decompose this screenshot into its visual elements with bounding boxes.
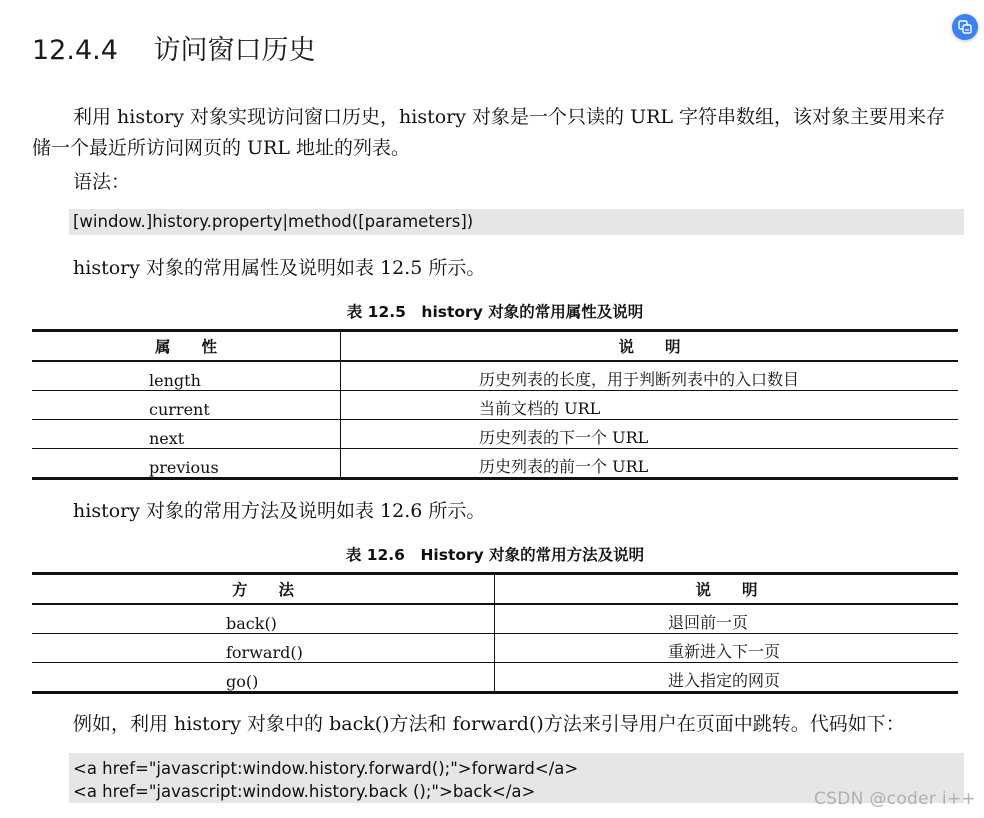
property-name: next [32, 420, 341, 449]
table1-intro: history 对象的常用属性及说明如表 12.5 所示。 [73, 257, 486, 279]
column-header: 属 性 [32, 331, 341, 362]
table-row [32, 663, 958, 693]
section-heading [32, 28, 315, 67]
section-title: 访问窗口历史 [153, 35, 316, 66]
method-description: 重新进入下一页 [495, 634, 959, 663]
method-name: go() [32, 663, 495, 693]
table-row [32, 361, 958, 391]
column-header: 说 明 [495, 574, 959, 605]
method-name: back() [32, 604, 495, 634]
table-header-row [32, 574, 958, 605]
floating-translate-button[interactable] [952, 14, 978, 40]
table-row [32, 449, 958, 479]
table-header-row [32, 331, 958, 362]
table-row [32, 391, 958, 420]
code-line: <a href="javascript:window.history.forward();">forward</a> [73, 759, 579, 778]
property-description: 当前文档的 URL [341, 391, 959, 420]
methods-table [32, 572, 958, 694]
property-description: 历史列表的长度，用于判断列表中的入口数目 [341, 361, 959, 391]
translate-icon [957, 19, 973, 35]
table2-intro: history 对象的常用方法及说明如表 12.6 所示。 [73, 500, 486, 522]
method-name: forward() [32, 634, 495, 663]
property-name: previous [32, 449, 341, 479]
table-row [32, 634, 958, 663]
code-line: <a href="javascript:window.history.back ();">back</a> [73, 782, 536, 801]
table-row [32, 420, 958, 449]
table1-caption: 表 12.5 history 对象的常用属性及说明 [346, 303, 644, 321]
method-description: 进入指定的网页 [495, 663, 959, 693]
syntax-code-block: [window.]history.property|method([parameters]) [69, 209, 964, 235]
property-name: length [32, 361, 341, 391]
syntax-label: 语法： [73, 171, 131, 193]
example-intro: 例如，利用 history 对象中的 back()方法和 forward()方法来引导用户在页面中跳转。代码如下： [73, 713, 905, 735]
property-description: 历史列表的前一个 URL [341, 449, 959, 479]
csdn-watermark: CSDN @coder i++ [814, 789, 976, 809]
properties-table [32, 329, 958, 480]
property-description: 历史列表的下一个 URL [341, 420, 959, 449]
property-name: current [32, 391, 341, 420]
column-header: 方 法 [32, 574, 495, 605]
table2-caption: 表 12.6 History 对象的常用方法及说明 [345, 546, 645, 564]
column-header: 说 明 [341, 331, 959, 362]
intro-paragraph: 利用 history 对象实现访问窗口历史，history 对象是一个只读的 URL 字符串数组，该对象主要用来存储一个最近所访问网页的 URL 地址的列表。 [32, 106, 946, 159]
method-description: 退回前一页 [495, 604, 959, 634]
section-number: 12.4.4 [32, 35, 118, 66]
table-row [32, 604, 958, 634]
